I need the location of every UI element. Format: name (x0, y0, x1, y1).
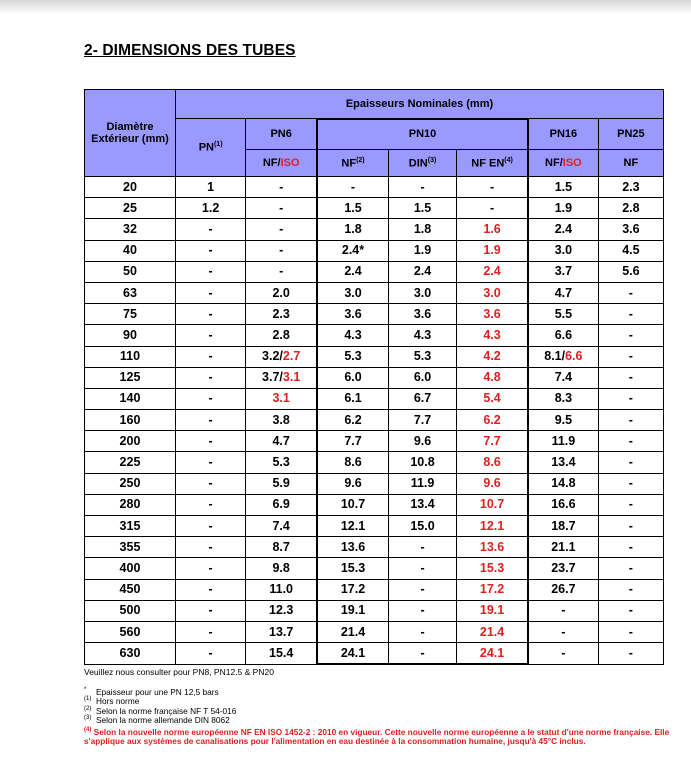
cell-pn10-nf: 13.6 (317, 537, 388, 558)
cell-pn25: - (598, 282, 663, 303)
cell-pn10-din: 3.0 (388, 282, 456, 303)
cell-pn25: - (598, 367, 663, 388)
cell-pn16: 7.4 (528, 367, 598, 388)
cell-pn10-nfen: 3.6 (457, 304, 528, 325)
cell-diametre: 25 (85, 198, 176, 219)
cell-pn25: - (598, 325, 663, 346)
cell-diametre: 560 (85, 621, 176, 642)
cell-pn10-nf: 7.7 (317, 431, 388, 452)
cell-pn10-nf: 15.3 (317, 558, 388, 579)
cell-pn25: - (598, 579, 663, 600)
cell-pn6: 2.0 (246, 282, 317, 303)
cell-diametre: 200 (85, 431, 176, 452)
cell-pn6: - (246, 198, 317, 219)
cell-pn10-din: - (388, 558, 456, 579)
header-pn: PN$^{(1)}$ (175, 119, 245, 177)
cell-pn10-nfen: 10.7 (457, 494, 528, 515)
cell-pn10-nf: 4.3 (317, 325, 388, 346)
cell-pn10-nf: 2.4 (317, 261, 388, 282)
cell-pn10-nfen: 3.0 (457, 282, 528, 303)
cell-pn: - (175, 346, 245, 367)
cell-pn10-din: 5.3 (388, 346, 456, 367)
header-epaisseurs: Epaisseurs Nominales (mm) (175, 90, 663, 119)
cell-pn: - (175, 325, 245, 346)
table-row (85, 452, 664, 473)
cell-pn25: - (598, 621, 663, 642)
dimensions-table (84, 89, 664, 665)
table-row (85, 558, 664, 579)
table-row (85, 410, 664, 431)
header-din: DIN$^{(3)}$ (388, 150, 456, 177)
cell-pn10-din: 13.4 (388, 494, 456, 515)
cell-pn25: - (598, 558, 663, 579)
cell-diametre: 90 (85, 325, 176, 346)
cell-pn16: 8.3 (528, 388, 598, 409)
cell-pn10-nfen: 13.6 (457, 537, 528, 558)
header-pn10: PN10 (317, 119, 528, 150)
cell-pn16: - (528, 600, 598, 621)
cell-pn10-nfen: 15.3 (457, 558, 528, 579)
cell-pn10-nf: 19.1 (317, 600, 388, 621)
table-row (85, 473, 664, 494)
cell-pn: - (175, 473, 245, 494)
cell-pn25: - (598, 410, 663, 431)
cell-pn10-nf: 6.2 (317, 410, 388, 431)
cell-pn25: 2.8 (598, 198, 663, 219)
cell-pn10-nfen: - (457, 198, 528, 219)
cell-pn6: 5.3 (246, 452, 317, 473)
cell-pn: - (175, 367, 245, 388)
cell-pn10-nf: 8.6 (317, 452, 388, 473)
cell-pn10-nf: 5.3 (317, 346, 388, 367)
cell-pn6: 2.3 (246, 304, 317, 325)
cell-pn6: 3.1 (246, 388, 317, 409)
cell-pn16: 1.5 (528, 177, 598, 198)
cell-pn10-nf: 21.4 (317, 621, 388, 642)
cell-pn: - (175, 516, 245, 537)
cell-diametre: 280 (85, 494, 176, 515)
header-nf: NF$^{(2)}$ (317, 150, 388, 177)
cell-pn16: 21.1 (528, 537, 598, 558)
cell-pn10-nfen: 4.3 (457, 325, 528, 346)
cell-pn10-nfen: 4.2 (457, 346, 528, 367)
cell-diametre: 630 (85, 643, 176, 665)
cell-pn25: - (598, 431, 663, 452)
cell-pn10-nfen: 2.4 (457, 261, 528, 282)
cell-pn10-nf: 3.0 (317, 282, 388, 303)
table-row (85, 431, 664, 452)
table-row (85, 579, 664, 600)
cell-diametre: 125 (85, 367, 176, 388)
table-row (85, 494, 664, 515)
cell-pn25: - (598, 537, 663, 558)
cell-diametre: 400 (85, 558, 176, 579)
cell-pn: - (175, 240, 245, 261)
cell-pn: - (175, 304, 245, 325)
footnote-4: $^{(4)}$ Selon la nouvelle norme européenne NF EN ISO 1452-2 : 2010 en vigueur. Cette nouvelle norme européenne a le statut d'une norme française. Elle s'applique aux systèmes de canalisations pour l'alimentation en eau destinée à la consommation humaine, jusqu'à 45°C inclus. (84, 726, 670, 746)
cell-pn10-nf: 1.8 (317, 219, 388, 240)
cell-pn10-din: 7.7 (388, 410, 456, 431)
cell-pn6: - (246, 219, 317, 240)
cell-pn: - (175, 621, 245, 642)
footnote-3: (3) Selon la norme allemande DIN 8062 (84, 715, 230, 726)
cell-pn: - (175, 643, 245, 665)
footnote-asterisk: * Epaisseur pour une PN 12,5 bars (84, 687, 219, 697)
cell-pn10-din: 10.8 (388, 452, 456, 473)
cell-pn16: 4.7 (528, 282, 598, 303)
cell-pn10-nf: 3.6 (317, 304, 388, 325)
cell-pn10-nf: 10.7 (317, 494, 388, 515)
cell-pn25: - (598, 473, 663, 494)
cell-pn16: 1.9 (528, 198, 598, 219)
header-pn6: PN6 (246, 119, 317, 150)
cell-pn6: - (246, 261, 317, 282)
cell-pn16: 2.4 (528, 219, 598, 240)
cell-diametre: 75 (85, 304, 176, 325)
cell-pn16: 16.6 (528, 494, 598, 515)
cell-pn: - (175, 410, 245, 431)
cell-pn6: 6.9 (246, 494, 317, 515)
cell-pn6: 8.7 (246, 537, 317, 558)
cell-pn10-nfen: 7.7 (457, 431, 528, 452)
cell-diametre: 315 (85, 516, 176, 537)
cell-pn16: 8.1/6.6 (528, 346, 598, 367)
cell-pn10-nfen: 4.8 (457, 367, 528, 388)
footnote-2: (2) Selon la norme française NF T 54-016 (84, 705, 237, 716)
table-row (85, 600, 664, 621)
cell-pn25: - (598, 494, 663, 515)
cell-pn10-din: 2.4 (388, 261, 456, 282)
header-pn16: PN16 (528, 119, 598, 150)
table-row (85, 177, 664, 198)
table-row (85, 516, 664, 537)
cell-pn10-nfen: 17.2 (457, 579, 528, 600)
section-heading: 2- DIMENSIONS DES TUBES (84, 42, 296, 59)
cell-pn: - (175, 431, 245, 452)
cell-pn25: 2.3 (598, 177, 663, 198)
cell-pn25: - (598, 452, 663, 473)
cell-pn10-din: - (388, 600, 456, 621)
cell-pn10-nf: 24.1 (317, 643, 388, 665)
table-row (85, 261, 664, 282)
cell-pn: - (175, 537, 245, 558)
cell-pn10-din: 6.0 (388, 367, 456, 388)
cell-diametre: 355 (85, 537, 176, 558)
cell-pn6: 12.3 (246, 600, 317, 621)
cell-pn6: - (246, 177, 317, 198)
cell-diametre: 32 (85, 219, 176, 240)
cell-pn: - (175, 261, 245, 282)
cell-pn16: 5.5 (528, 304, 598, 325)
cell-pn16: 3.0 (528, 240, 598, 261)
cell-pn25: 5.6 (598, 261, 663, 282)
cell-pn10-nfen: 19.1 (457, 600, 528, 621)
cell-pn10-nfen: 5.4 (457, 388, 528, 409)
cell-pn: 1 (175, 177, 245, 198)
footnote-1: (1) Hors norme (84, 696, 140, 707)
cell-diametre: 50 (85, 261, 176, 282)
cell-pn6: 5.9 (246, 473, 317, 494)
cell-pn25: - (598, 388, 663, 409)
cell-pn10-din: 3.6 (388, 304, 456, 325)
cell-pn10-din: 1.9 (388, 240, 456, 261)
cell-pn10-nf: - (317, 177, 388, 198)
cell-pn10-nfen: 6.2 (457, 410, 528, 431)
cell-diametre: 450 (85, 579, 176, 600)
cell-pn10-nf: 6.0 (317, 367, 388, 388)
cell-diametre: 250 (85, 473, 176, 494)
cell-pn10-din: 4.3 (388, 325, 456, 346)
dimensions-table-body (85, 177, 664, 665)
table-row (85, 346, 664, 367)
cell-pn10-nf: 17.2 (317, 579, 388, 600)
cell-diametre: 225 (85, 452, 176, 473)
cell-pn16: 26.7 (528, 579, 598, 600)
cell-diametre: 160 (85, 410, 176, 431)
table-row (85, 367, 664, 388)
cell-pn6: - (246, 240, 317, 261)
cell-pn10-nfen: 9.6 (457, 473, 528, 494)
cell-pn10-nf: 6.1 (317, 388, 388, 409)
footnotes (84, 688, 684, 746)
cell-pn6: 3.2/2.7 (246, 346, 317, 367)
header-pn16-norm: NF/ISO (528, 150, 598, 177)
cell-pn16: 18.7 (528, 516, 598, 537)
cell-pn16: 6.6 (528, 325, 598, 346)
cell-pn: - (175, 558, 245, 579)
cell-pn10-nf: 1.5 (317, 198, 388, 219)
cell-pn10-nfen: 21.4 (457, 621, 528, 642)
cell-pn6: 9.8 (246, 558, 317, 579)
cell-pn: - (175, 452, 245, 473)
cell-pn: - (175, 282, 245, 303)
cell-pn10-din: 15.0 (388, 516, 456, 537)
cell-pn6: 15.4 (246, 643, 317, 665)
header-pn25: PN25 (598, 119, 663, 150)
cell-diametre: 140 (85, 388, 176, 409)
table-row (85, 388, 664, 409)
cell-pn10-nf: 2.4* (317, 240, 388, 261)
cell-pn: 1.2 (175, 198, 245, 219)
table-row (85, 304, 664, 325)
cell-pn25: - (598, 346, 663, 367)
cell-diametre: 110 (85, 346, 176, 367)
cell-pn10-nfen: 1.6 (457, 219, 528, 240)
cell-pn25: - (598, 304, 663, 325)
cell-pn16: - (528, 643, 598, 665)
cell-pn: - (175, 388, 245, 409)
cell-pn: - (175, 219, 245, 240)
footer-note: Veuillez nous consulter pour PN8, PN12.5 & PN20 (84, 667, 274, 677)
cell-pn10-nfen: 1.9 (457, 240, 528, 261)
table-row (85, 282, 664, 303)
cell-pn10-din: 9.6 (388, 431, 456, 452)
cell-pn25: - (598, 643, 663, 665)
cell-pn16: 13.4 (528, 452, 598, 473)
table-row (85, 537, 664, 558)
cell-pn16: 11.9 (528, 431, 598, 452)
cell-pn10-din: 6.7 (388, 388, 456, 409)
cell-pn10-din: 1.5 (388, 198, 456, 219)
cell-pn25: - (598, 600, 663, 621)
cell-pn: - (175, 579, 245, 600)
cell-pn16: 3.7 (528, 261, 598, 282)
cell-pn6: 2.8 (246, 325, 317, 346)
cell-pn10-nfen: 8.6 (457, 452, 528, 473)
header-diametre: Diamètre Extérieur (mm) (85, 90, 176, 177)
cell-pn10-din: - (388, 579, 456, 600)
cell-pn16: 23.7 (528, 558, 598, 579)
table-row (85, 240, 664, 261)
cell-pn16: 9.5 (528, 410, 598, 431)
header-nf-en: NF EN$^{(4)}$ (457, 150, 528, 177)
cell-pn6: 3.8 (246, 410, 317, 431)
cell-pn6: 4.7 (246, 431, 317, 452)
cell-pn6: 13.7 (246, 621, 317, 642)
table-row (85, 643, 664, 665)
cell-diametre: 40 (85, 240, 176, 261)
cell-pn25: - (598, 516, 663, 537)
cell-pn6: 3.7/3.1 (246, 367, 317, 388)
cell-pn25: 3.6 (598, 219, 663, 240)
cell-pn10-nf: 12.1 (317, 516, 388, 537)
cell-pn16: 14.8 (528, 473, 598, 494)
page-top-shade (0, 0, 691, 14)
header-pn6-norm: NF/ISO (246, 150, 317, 177)
table-row (85, 198, 664, 219)
cell-pn10-din: - (388, 643, 456, 665)
cell-diametre: 63 (85, 282, 176, 303)
cell-pn10-din: 1.8 (388, 219, 456, 240)
cell-pn: - (175, 600, 245, 621)
cell-pn10-nfen: 24.1 (457, 643, 528, 665)
cell-pn10-din: - (388, 621, 456, 642)
cell-pn25: 4.5 (598, 240, 663, 261)
cell-pn16: - (528, 621, 598, 642)
table-row (85, 621, 664, 642)
cell-diametre: 20 (85, 177, 176, 198)
cell-pn10-nfen: - (457, 177, 528, 198)
cell-pn10-din: - (388, 177, 456, 198)
cell-pn10-nf: 9.6 (317, 473, 388, 494)
cell-pn6: 11.0 (246, 579, 317, 600)
table-row (85, 219, 664, 240)
header-pn25-norm: NF (598, 150, 663, 177)
cell-pn10-din: 11.9 (388, 473, 456, 494)
cell-pn10-din: - (388, 537, 456, 558)
table-row (85, 325, 664, 346)
cell-diametre: 500 (85, 600, 176, 621)
cell-pn6: 7.4 (246, 516, 317, 537)
cell-pn: - (175, 494, 245, 515)
cell-pn10-nfen: 12.1 (457, 516, 528, 537)
